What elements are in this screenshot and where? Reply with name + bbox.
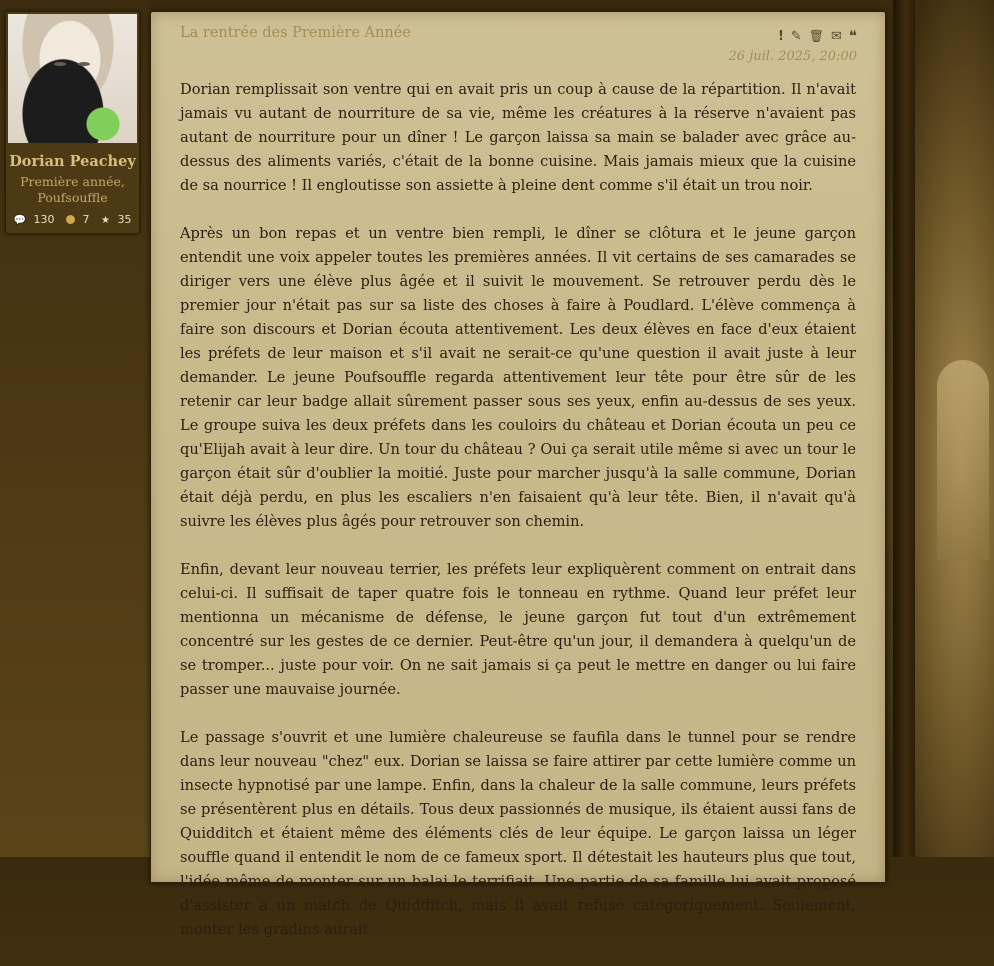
author-rank xyxy=(6,174,139,206)
coins-stat xyxy=(64,213,92,226)
post-title[interactable]: La rentrée des Première Année xyxy=(180,25,411,41)
author-name[interactable]: Dorian Peachey xyxy=(9,153,136,170)
avatar-eye xyxy=(78,62,90,66)
background-pillar xyxy=(893,0,915,857)
stars-stat xyxy=(99,213,133,226)
private-message-icon[interactable]: ✉ xyxy=(831,28,842,44)
forum-post xyxy=(150,11,886,938)
post-actions xyxy=(778,27,857,45)
coin-icon xyxy=(66,215,75,224)
author-stats xyxy=(6,213,139,226)
post-paragraph: Après un bon repas et un ventre bien rempli, le dîner se clôtura et le jeune garçon entendit une voix appeler toutes les premières années. Il vit certains de ses camarades se diriger vers une élève plus âgée et il suivit le mouvement. Se retrouver perdu dès le premier jour n'était pas sur sa liste des choses à faire à Poudlard. L'élève commença à faire son discours et Dorian écouta attentivement. Les deux élèves en face d'eux étaient les préfets de leur maison et s'il avait ne serait-ce qu'une question il avait juste à leur demander. Le jeune Poufsouffle regarda attentivement leur tête pour être sûr de les retenir car leur badge allait sûrement passer sous ses yeux, enfin au-dessus de ses yeux. Le groupe suiva les deux préfets dans les couloirs du château et Dorian écouta un peu ce qu'Elijah avait à leur dire. Un tour du château ? Oui ça serait utile même si avec un tour le garçon était sûr d'oublier la moitié. Juste pour marcher jusqu'à la salle commune, Dorian était déjà perdu, en plus les escaliers n'en faisaient qu'à leur tête. Bien, il n'avait qu'à suivre les élèves plus âgés pour retrouver son chemin. xyxy=(180,225,856,530)
speech-bubble-icon: 💬 xyxy=(13,215,26,226)
post-body xyxy=(180,78,856,966)
avatar[interactable] xyxy=(8,14,137,143)
author-rank-line-1: Première année, xyxy=(20,174,125,189)
background-window xyxy=(937,360,989,560)
messages-count: 130 xyxy=(33,213,55,226)
report-icon[interactable]: ! xyxy=(777,28,784,44)
avatar-eye xyxy=(54,62,66,66)
post-paragraph: Enfin, devant leur nouveau terrier, les préfets leur expliquèrent comment on entrait dans celui-ci. Il suffisait de taper quatre fois le tonneau en rythme. Quand leur préfet leur mentionna un mécanisme de défense, le jeune garçon fut tout d'un extrêmement concentré sur les gestes de ce dernier. Peut-être qu'un jour, il demandera à quelqu'un de se tromper... juste pour voir. On ne sait jamais si ça peut le mettre en danger ou lui faire passer une mauvaise journée. xyxy=(180,561,856,698)
post-paragraph: Le passage s'ouvrit et une lumière chaleureuse se faufila dans le tunnel pour se rendre dans leur nouveau "chez" eux. Dorian se laissa se faire attirer par cette lumière comme un insecte hypnotisé par une lampe. Enfin, dans la chaleur de la salle commune, leurs préfets se présentèrent plus en détails. Tous deux passionnés de musique, ils étaient aussi fans de Quidditch et étaient même des éléments clés de leur équipe. Le garçon laissa un léger souffle quand il entendit le nom de ce fameux sport. Il détestait les hauteurs plus que tout, l'idée même de monter sur un balai le terrifiait. Une partie de sa famille lui avait proposé d'assister à un match de Quidditch, mais il avait refusé catégoriquement. Seulement, monter les gradins aurait xyxy=(180,729,856,938)
author-profile-card xyxy=(5,11,140,234)
messages-stat xyxy=(12,213,57,226)
star-icon: ★ xyxy=(100,215,110,226)
edit-icon[interactable]: ✎ xyxy=(790,28,802,44)
background-scenery xyxy=(885,0,994,857)
author-rank-line-2: Poufsouffle xyxy=(37,190,108,205)
coins-count: 7 xyxy=(82,213,90,226)
post-paragraph: Dorian remplissait son ventre qui en avait pris un coup à cause de la répartition. Il n'avait jamais vu autant de nourriture de sa vie, même les créatures à la réserve n'avaient pas autant de nourriture pour un dîner ! Le garçon laissa sa main se balader avec grâce au-dessus des aliments variés, c'était de la bonne cuisine. Mais jamais mieux que la cuisine de sa nourrice ! Il engloutisse son assiette à pleine dent comme s'il était un trou noir. xyxy=(180,81,856,194)
quote-icon[interactable]: ❝ xyxy=(848,27,857,45)
stars-count: 35 xyxy=(117,213,132,226)
post-date: 26 juil. 2025, 20:00 xyxy=(728,49,857,64)
delete-icon[interactable]: 🗑 xyxy=(808,29,825,43)
